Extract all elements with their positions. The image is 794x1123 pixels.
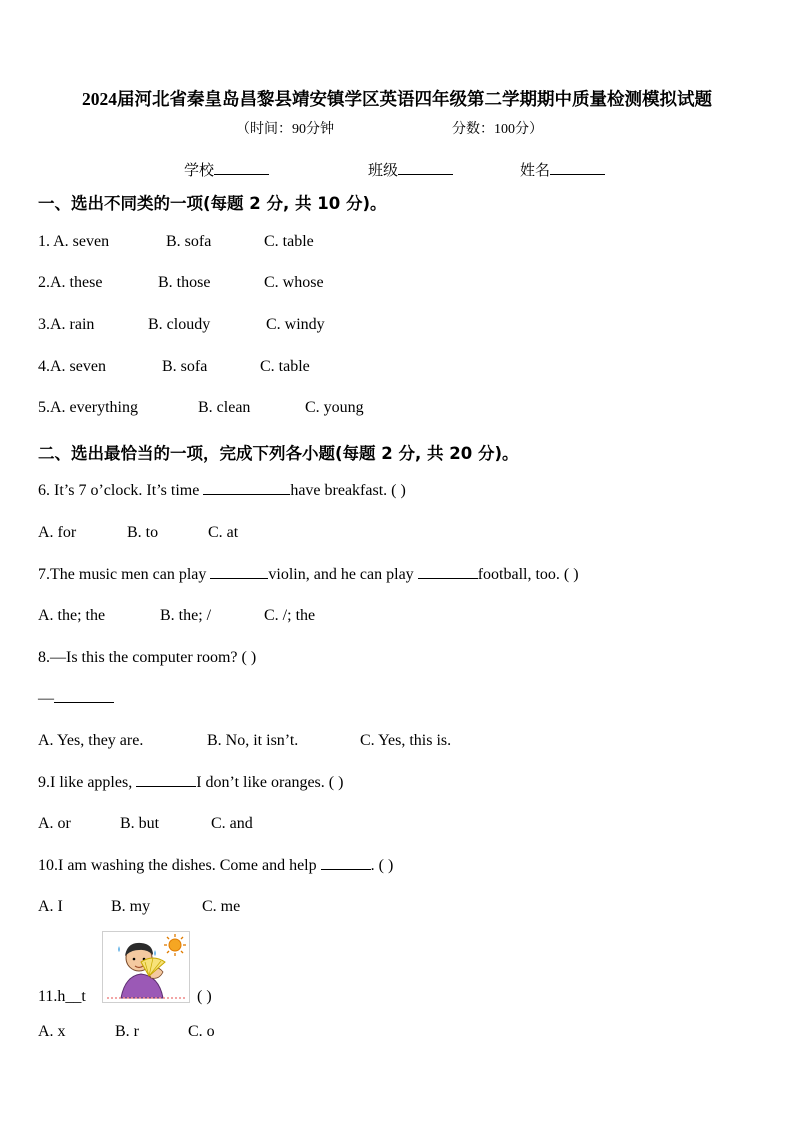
q5-option-b: B. clean xyxy=(198,399,251,416)
q7-blank-2[interactable] xyxy=(418,566,478,579)
q11-answer-paren: ( ) xyxy=(197,988,212,1005)
q8-stem: 8.—Is this the computer room? ( ) xyxy=(38,649,257,666)
q3-option-c: C. windy xyxy=(266,316,325,333)
q7-stem xyxy=(38,566,579,584)
school-field[interactable] xyxy=(184,159,269,180)
q1-option-c: C. table xyxy=(264,233,314,250)
q4-option-c: C. table xyxy=(260,358,310,375)
q8-answer-line xyxy=(38,690,114,708)
q8-option-a: A. Yes, they are. xyxy=(38,732,144,749)
q6-blank[interactable] xyxy=(203,482,290,495)
q6-text-post: have breakfast. ( ) xyxy=(290,482,406,499)
q8-option-c: C. Yes, this is. xyxy=(360,732,452,749)
q6-option-b: B. to xyxy=(127,524,159,541)
q11-option-a: A. x xyxy=(38,1023,66,1040)
exam-score: 分数：100分） xyxy=(452,122,543,137)
q9-blank[interactable] xyxy=(136,774,196,787)
q9-text-pre: 9.I like apples, xyxy=(38,774,137,791)
q11-stem: 11.h__t xyxy=(38,988,86,1005)
q2-option-a: 2.A. these xyxy=(38,274,103,291)
q9-option-b: B. but xyxy=(120,815,160,832)
q2-option-c: C. whose xyxy=(264,274,324,291)
q2-option-b: B. those xyxy=(158,274,211,291)
exam-time: （时间：90分钟 xyxy=(236,122,334,137)
q3-option-b: B. cloudy xyxy=(148,316,211,333)
q6-stem xyxy=(38,482,406,500)
q7-text-mid: violin, and he can play xyxy=(268,566,418,583)
q6-option-c: C. at xyxy=(208,524,239,541)
q7-option-b: B. the; / xyxy=(160,607,212,624)
boy-with-fan-sun-icon xyxy=(103,932,189,1002)
exam-title: 2024届河北省秦皇岛昌黎县靖安镇学区英语四年级第二学期期中质量检测模拟试题 xyxy=(82,89,712,109)
q10-option-b: B. my xyxy=(111,898,151,915)
q7-text-pre: 7.The music men can play xyxy=(38,566,211,583)
q10-stem xyxy=(38,857,393,875)
q1-option-a: 1. A. seven xyxy=(38,233,110,250)
name-label: 姓名 xyxy=(520,163,551,179)
section-2-heading: 二、选出最恰当的一项，完成下列各小题(每题 2 分, 共 20 分)。 xyxy=(38,444,519,463)
q8-option-b: B. No, it isn’t. xyxy=(207,732,299,749)
q1-option-b: B. sofa xyxy=(166,233,212,250)
school-blank[interactable] xyxy=(214,160,269,175)
q10-option-c: C. me xyxy=(202,898,241,915)
q9-text-post: I don’t like oranges. ( ) xyxy=(196,774,344,791)
q10-option-a: A. I xyxy=(38,898,63,915)
boy-figure xyxy=(121,943,163,998)
q7-text-post: football, too. ( ) xyxy=(477,566,579,583)
q5-option-c: C. young xyxy=(305,399,364,416)
class-field[interactable] xyxy=(368,159,453,180)
hot-weather-picture xyxy=(102,931,190,1003)
q9-option-c: C. and xyxy=(211,815,253,832)
q7-option-a: A. the; the xyxy=(38,607,106,624)
class-blank[interactable] xyxy=(398,160,453,175)
q3-option-a: 3.A. rain xyxy=(38,316,95,333)
q6-text-pre: 6. It’s 7 o’clock. It’s time xyxy=(38,482,204,499)
class-label: 班级 xyxy=(368,163,399,179)
q9-option-a: A. or xyxy=(38,815,71,832)
section-1-heading: 一、选出不同类的一项(每题 2 分, 共 10 分)。 xyxy=(38,194,387,213)
q5-option-a: 5.A. everything xyxy=(38,399,138,416)
q10-text-pre: 10.I am washing the dishes. Come and help xyxy=(38,857,321,874)
q10-blank[interactable] xyxy=(321,857,371,870)
q9-stem xyxy=(38,774,343,792)
school-label: 学校 xyxy=(184,163,215,179)
sun-icon xyxy=(164,934,186,956)
q11-option-c: C. o xyxy=(188,1023,215,1040)
q4-option-a: 4.A. seven xyxy=(38,358,106,375)
q8-dash: — xyxy=(38,690,54,707)
q7-blank-1[interactable] xyxy=(210,566,268,579)
name-field[interactable] xyxy=(520,159,605,180)
q8-blank[interactable] xyxy=(54,690,114,703)
q6-option-a: A. for xyxy=(38,524,77,541)
q11-option-b: B. r xyxy=(115,1023,139,1040)
name-blank[interactable] xyxy=(550,160,605,175)
q4-option-b: B. sofa xyxy=(162,358,208,375)
q10-text-post: . ( ) xyxy=(370,857,394,874)
q7-option-c: C. /; the xyxy=(264,607,316,624)
